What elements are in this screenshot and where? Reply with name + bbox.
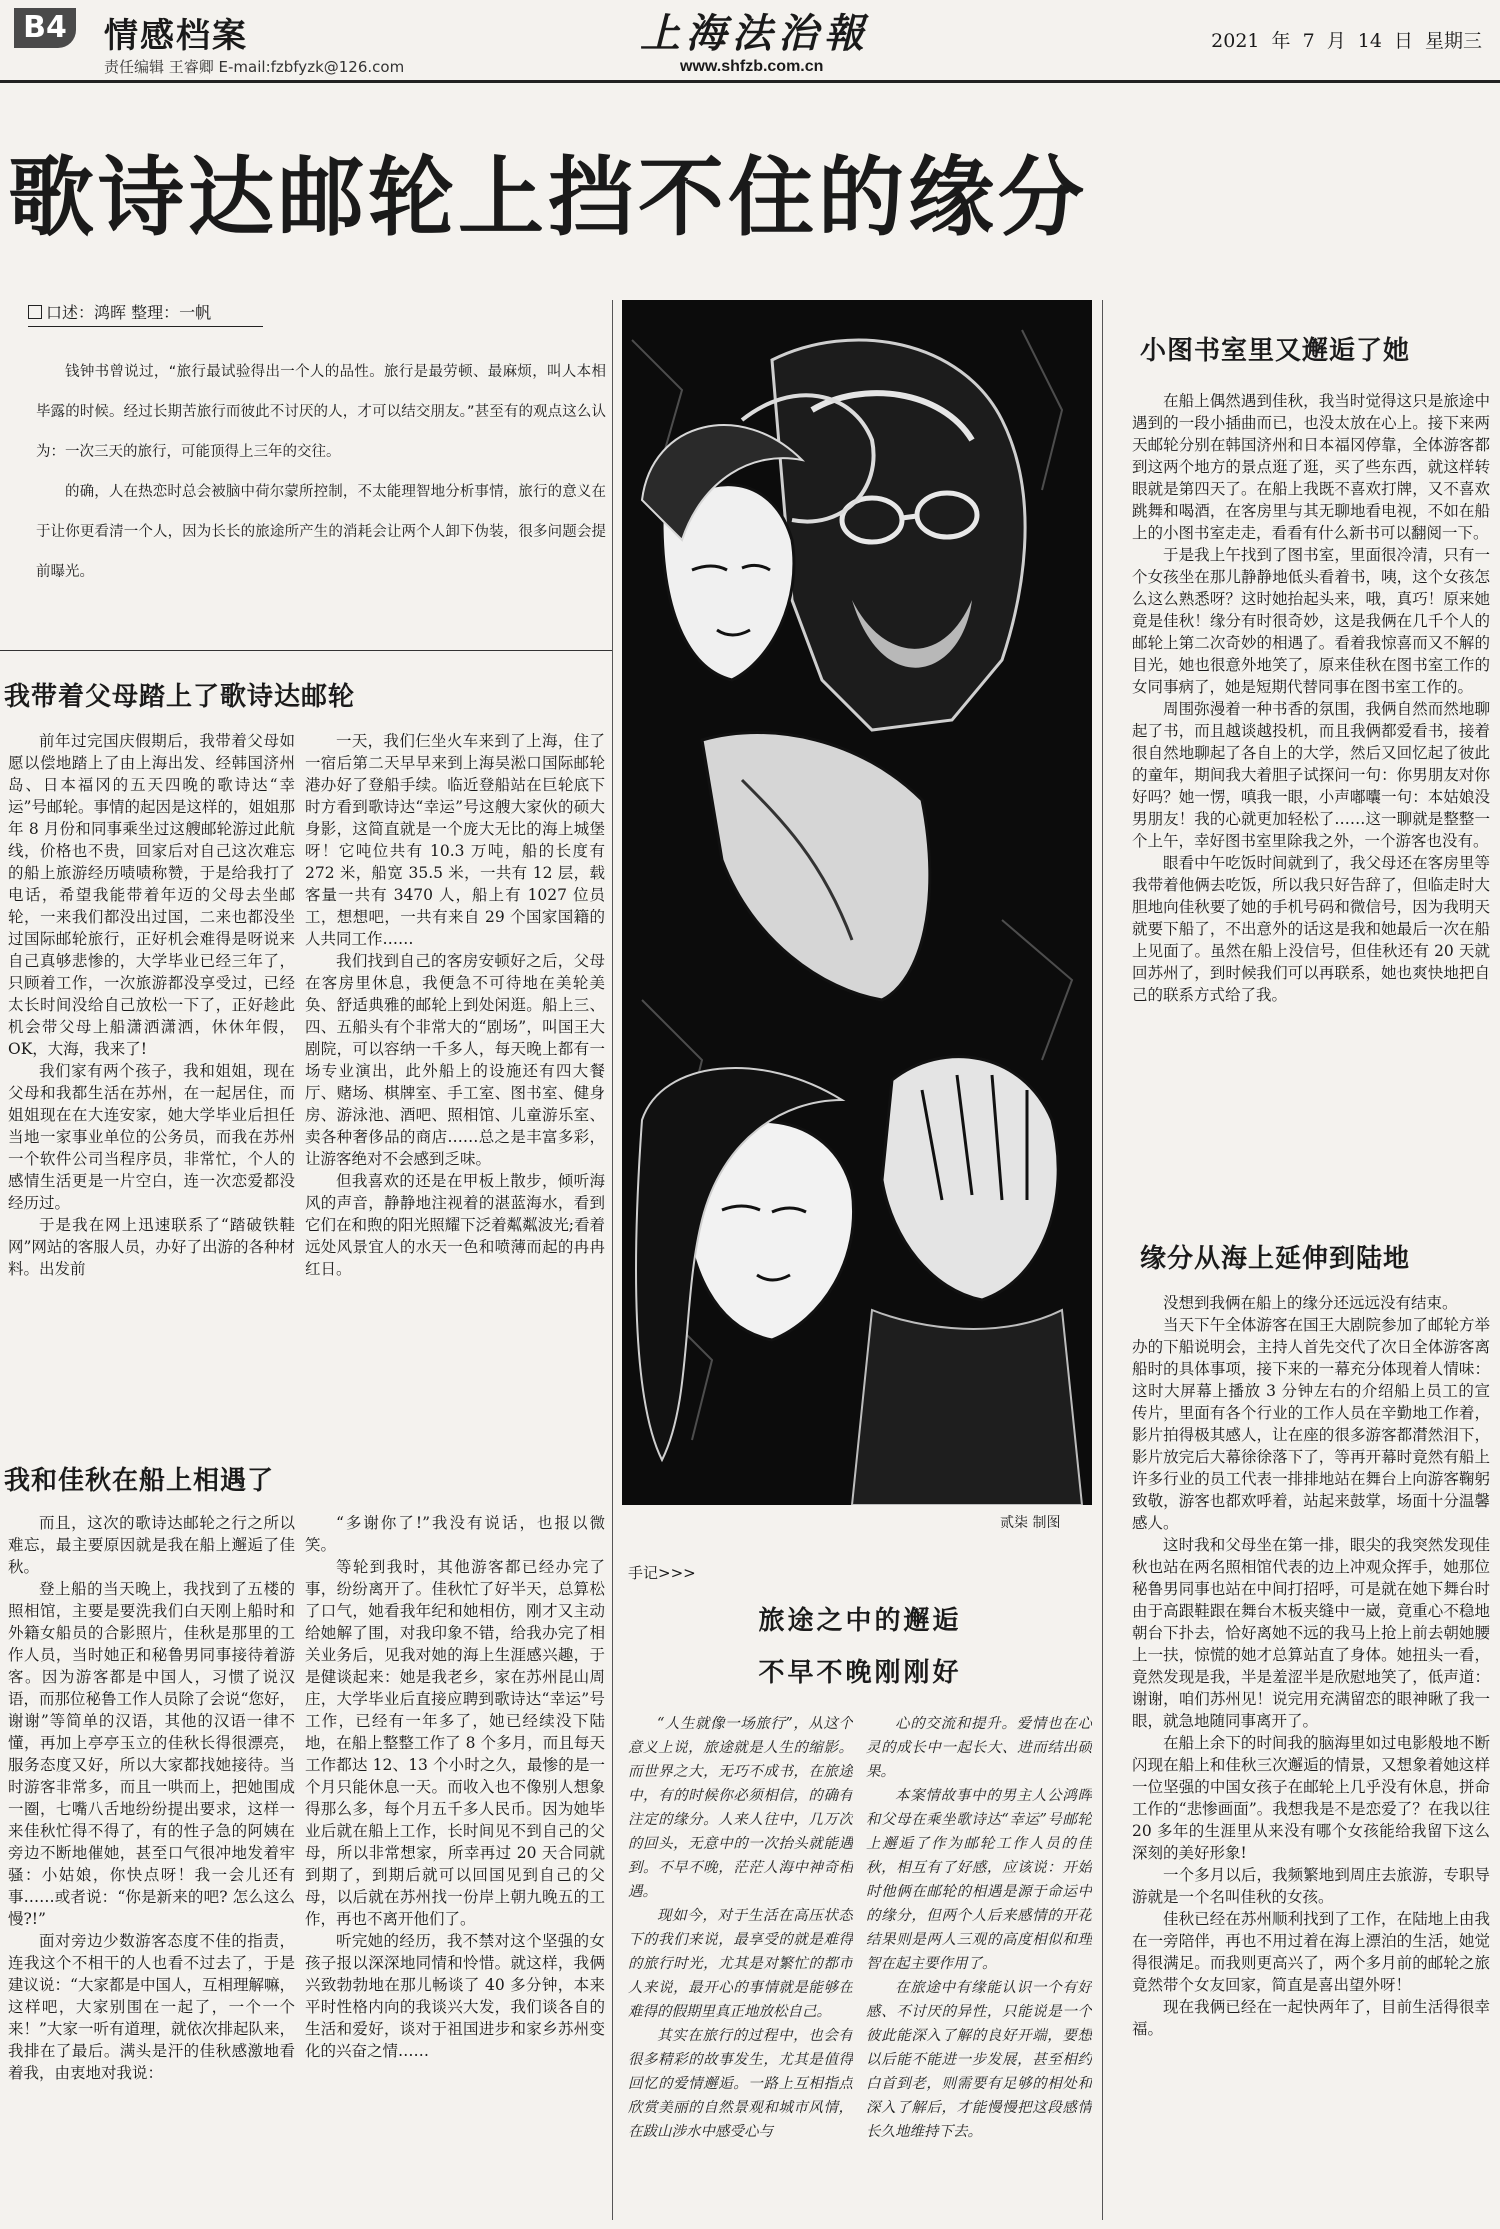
- body-paragraph: 现在我俩已经在一起快两年了，目前生活得很幸福。: [1132, 1998, 1490, 2038]
- note-column: [866, 1712, 1092, 2218]
- section-heading: 小图书室里又邂逅了她: [1140, 336, 1411, 366]
- intro-paragraph: 钱钟书曾说过，“旅行最试验得出一个人的品性。旅行是最劳顿、最麻烦，叫人本相毕露的时候。经过长期苦旅行而彼此不讨厌的人，才可以结交朋友。”甚至有的观点这么认为：一次三天的旅行，可能顶得上三年的交往。: [36, 364, 606, 460]
- body-paragraph: 当天下午全体游客在国王大剧院参加了邮轮方举办的下船说明会，主持人首先交代了次日全体游客离船时的具体事项，接下来的一幕充分体现着人情味：这时大屏幕上播放 3 分钟左右的介绍船上员工的宣传片，里面有各个行业的工作人员在辛勤地工作着，影片拍得极其感人，让在座的很多游客都潸然泪下，影片放完后大幕徐徐落下了，等再开幕时竟然有船上许多行业的员工代表一排排地站在舞台上向游客鞠躬致敬，游客也都欢呼着，站起来鼓掌，场面十分温馨感人。: [1132, 1316, 1490, 1532]
- newspaper-url: www.shfzb.com.cn: [680, 58, 824, 75]
- note-column: [628, 1712, 853, 2218]
- note-title-line: 旅途之中的邂逅: [758, 1606, 962, 1636]
- issue-date: 2021 年 7 月 14 日 星期三: [1211, 30, 1482, 52]
- section-heading: 我和佳秋在船上相遇了: [4, 1466, 275, 1496]
- note-paragraph: 本案情故事中的男主人公鸿晖和父母在乘坐歌诗达“幸运”号邮轮上邂逅了作为邮轮工作人员的佳秋，相互有了好感，应该说：开始时他俩在邮轮的相遇是源于命运中的缘分，但两个人后来感情的开花结果则是两人三观的高度相似和理智在起主要作用了。: [866, 1788, 1092, 1972]
- newspaper-logo: 上海法治報: [640, 10, 870, 57]
- note-title-line: 不早不晚刚刚好: [758, 1658, 962, 1688]
- section-heading: 我带着父母踏上了歌诗达邮轮: [4, 682, 356, 712]
- illustration-drawing: [622, 300, 1092, 1505]
- byline-text: 口述：鸿晖 整理：一帆: [46, 303, 212, 322]
- body-paragraph: 登上船的当天晚上，我找到了五楼的照相馆，主要是要洗我们白天刚上船时和外籍女船员的合影照片，佳秋是那里的工作人员，当时她正和秘鲁男同事接待着游客。因为游客都是中国人，习惯了说汉语，而那位秘鲁工作人员除了会说“您好，谢谢”等简单的汉语，其他的汉语一律不懂，再加上亭亭玉立的佳秋长得很漂亮，服务态度又好，所以大家都找她接待。当时游客非常多，而且一哄而上，把她围成一圈，七嘴八舌地纷纷提出要求，这样一来佳秋忙得不得了，有的性子急的阿姨在旁边不断地催她，甚至口气很冲地发着牢骚：小姑娘，你快点呀！我一会儿还有事……或者说：“你是新来的吧? 怎么这么慢?!”: [8, 1580, 295, 1928]
- body-paragraph: 在船上余下的时间我的脑海里如过电影般地不断闪现在船上和佳秋三次邂逅的情景，又想象着她这样一位坚强的中国女孩子在邮轮上几乎没有休息，拼命工作的“悲惨画面”。我想我是不是恋爱了？在我以往 20 多年的生涯里从来没有哪个女孩能给我留下这么深刻的美好形象!: [1132, 1734, 1490, 1862]
- body-paragraph: 而且，这次的歌诗达邮轮之行之所以难忘，最主要原因就是我在船上邂逅了佳秋。: [8, 1514, 295, 1576]
- body-paragraph: 佳秋已经在苏州顺利找到了工作，在陆地上由我在一旁陪伴，再也不用过着在海上漂泊的生活，她觉得很满足。而我则更高兴了，两个多月前的邮轮之旅竟然带个女友回家，简直是喜出望外呀！: [1132, 1910, 1490, 1994]
- body-paragraph: 听完她的经历，我不禁对这个坚强的女孩子报以深深地同情和怜惜。就这样，我俩兴致勃勃地在那儿畅谈了 40 多分钟，本来平时性格内向的我谈兴大发，我们谈各自的生活和爱好，谈对于祖国进步和家乡苏州变化的兴奋之情……: [305, 1932, 605, 2060]
- note-paragraph: 心的交流和提升。爱情也在心灵的成长中一起长大、进而结出硕果。: [866, 1716, 1092, 1780]
- note-paragraph: 其实在旅行的过程中，也会有很多精彩的故事发生，尤其是值得回忆的爱情邂逅。一路上互相指点欣赏美丽的自然景观和城市风情，在跋山涉水中感受心与: [628, 2028, 853, 2140]
- illustration-credit: 贰柒 制图: [1000, 1515, 1061, 1531]
- body-paragraph: 在船上偶然遇到佳秋，我当时觉得这只是旅途中遇到的一段小插曲而已，也没太放在心上。接下来两天邮轮分别在韩国济州和日本福冈停靠，全体游客都到这两个地方的景点逛了逛，买了些东西，就这样转眼就是第四天了。在船上我既不喜欢打牌，又不喜欢跳舞和喝酒，在客房里与其无聊地看电视，不如在船上的小图书室走走，看看有什么新书可以翻阅一下。: [1132, 392, 1490, 542]
- section-heading: 缘分从海上延伸到陆地: [1140, 1244, 1411, 1274]
- masthead-rule: [0, 80, 1500, 83]
- body-paragraph: 等轮到我时，其他游客都已经办完了事，纷纷离开了。佳秋忙了好半天，总算松了口气，她看我年纪和她相仿，刚才又主动给她解了围，对我印象不错，给我办完了相关业务后，见我对她的海上生涯感兴趣，于是健谈起来：她是我老乡，家在苏州昆山周庄，大学毕业后直接应聘到歌诗达“幸运”号工作，已经有一年多了，她已经续没下陆地，在船上整整工作了 8 个多月，而且每天工作都达 12、13 个小时之久，最惨的是一个月只能休息一天。而收入也不像别人想象得那么多，每个月五千多人民币。因为她毕业后就在船上工作，长时间见不到自己的父母，所以非常想家，所幸再过 20 天合同就到期了，到期后就可以回国见到自己的父母，以后就在苏州找一份岸上朝九晚五的工作，再也不离开他们了。: [305, 1558, 605, 1928]
- body-paragraph: 这时我和父母坐在第一排，眼尖的我突然发现佳秋也站在两名照相馆代表的边上冲观众挥手，她那位秘鲁男同事也站在中间打招呼，可是就在她下舞台时由于高跟鞋跟在舞台木板夹缝中一崴，竟重心不稳地朝台下扑去，恰好离她不远的我马上抢上前去朝她腰上一扶，惊慌的她才总算站直了身体。她扭头一看，竟然发现是我，半是羞涩半是欣慰地笑了，低声道：谢谢，咱们苏州见！说完用充满留恋的眼神瞅了我一眼，就急地随同事离开了。: [1132, 1536, 1490, 1730]
- body-column: [305, 1512, 605, 2218]
- intro-divider: [0, 650, 612, 651]
- note-paragraph: 在旅途中有缘能认识一个有好感、不讨厌的异性，只能说是一个彼此能深入了解的良好开端，要想以后能不能进一步发展，甚至相约白首到老，则需要有足够的相处和深入了解后，才能慢慢把这段感情长久地维持下去。: [866, 1980, 1092, 2140]
- body-paragraph: 前年过完国庆假期后，我带着父母如愿以偿地踏上了由上海出发、经韩国济州岛、日本福冈的五天四晚的歌诗达“幸运”号邮轮。事情的起因是这样的，姐姐那年 8 月份和同事乘坐过这艘邮轮游过此航线，价格也不贵，回家后对自己这次难忘的船上旅游经历啧啧称赞，于是给我打了电话，希望我能带着年迈的父母去坐邮轮，一来我们都没出过国，二来也都没坐过国际邮轮旅行，正好机会难得是呀说来自己真够悲惨的，大学毕业已经三年了，只顾着工作，一次旅游都没享受过，已经太长时间没给自己放松一下了，正好趁此机会带父母上船潇洒潇洒，休休年假，OK，大海，我来了!: [8, 732, 295, 1058]
- body-column: [8, 1512, 295, 2218]
- body-column: [1132, 390, 1490, 1240]
- section-title: 情感档案: [104, 16, 248, 56]
- page-number-badge: B4: [14, 8, 76, 48]
- body-paragraph: 一个多月以后，我频繁地到周庄去旅游，专职导游就是一个名叫佳秋的女孩。: [1132, 1866, 1490, 1906]
- intro-paragraph: 的确，人在热恋时总会被脑中荷尔蒙所控制，不太能理智地分析事情，旅行的意义在于让你更看清一个人，因为长长的旅途所产生的消耗会让两个人卸下伪装，很多问题会提前曝光。: [36, 484, 606, 580]
- column-divider: [612, 300, 613, 2220]
- byline-rule: [28, 326, 263, 327]
- article-byline: [28, 300, 211, 323]
- body-paragraph: 没想到我俩在船上的缘分还远远没有结束。: [1163, 1294, 1458, 1312]
- editor-info: 责任编辑 王睿卿 E-mail:fzbfyzk@126.com: [104, 58, 405, 76]
- body-paragraph: 眼看中午吃饭时间就到了，我父母还在客房里等我带着他俩去吃饭，所以我只好告辞了，但临走时大胆地向佳秋要了她的手机号码和微信号，因为我明天就要下船了，不出意外的话这是我和她最后一次在船上见面了。虽然在船上没信号，但佳秋还有 20 天就回苏州了，到时候我们可以再联系，她也爽快地把自己的联系方式给了我。: [1132, 854, 1490, 1004]
- article-illustration: [622, 300, 1092, 1505]
- note-label: 手记>>>: [628, 1564, 696, 1582]
- body-paragraph: “多谢你了!”我没有说话，也报以微笑。: [305, 1514, 605, 1554]
- body-paragraph: 面对旁边少数游客态度不佳的指责，连我这个不相干的人也看不过去了，于是建议说：“大家都是中国人，互相理解嘛，这样吧，大家别围在一起了，一个一个来！”大家一听有道理，就依次排起队来，我排在了最后。满头是汗的佳秋感激地看着我，由衷地对我说：: [8, 1932, 295, 2082]
- body-column: [1132, 1292, 1490, 2222]
- body-paragraph: 我们家有两个孩子，我和姐姐，现在父母和我都生活在苏州，在一起居住，而姐姐现在在大连安家，她大学毕业后担任当地一家事业单位的公务员，而我在苏州一个软件公司当程序员，非常忙，个人的感情生活更是一片空白，连一次恋爱都没经历过。: [8, 1062, 295, 1212]
- byline-box-icon: [28, 305, 42, 319]
- article-headline: 歌诗达邮轮上挡不住的缘分: [8, 148, 1088, 248]
- masthead: [0, 0, 1500, 82]
- body-paragraph: 但我喜欢的还是在甲板上散步，倾听海风的声音，静静地注视着的湛蓝海水，看到它们在和煦的阳光照耀下泛着粼粼波光;看着远处风景宜人的水天一色和喷薄而起的冉冉红日。: [305, 1172, 605, 1278]
- body-paragraph: 我们找到自己的客房安顿好之后，父母在客房里休息，我便急不可待地在美轮美奂、舒适典雅的邮轮上到处闲逛。船上三、四、五船头有个非常大的“剧场”，叫国王大剧院，可以容纳一千多人，每天晚上都有一场专业演出，此外船上的设施还有四大餐厅、赌场、棋牌室、手工室、图书室、健身房、游泳池、酒吧、照相馆、儿童游乐室、卖各种奢侈品的商店……总之是丰富多彩，让游客绝对不会感到乏味。: [305, 952, 605, 1168]
- body-paragraph: 于是我上午找到了图书室，里面很冷清，只有一个女孩坐在那儿静静地低头看着书，咦，这个女孩怎么这么熟悉呀？这时她抬起头来，哦，真巧！原来她竟是佳秋！缘分有时很奇妙，这是我俩在几千个人的邮轮上第二次奇妙的相遇了。看着我惊喜而又不解的目光，她也很意外地笑了，原来佳秋在图书室工作的女同事病了，她是短期代替同事在图书室工作的。: [1132, 546, 1490, 696]
- body-paragraph: 于是我在网上迅速联系了“踏破铁鞋网”网站的客服人员，办好了出游的各种材料。出发前: [8, 1216, 295, 1278]
- body-paragraph: 周围弥漫着一种书香的氛围，我俩自然而然地聊起了书，而且越谈越投机，而且我俩都爱看书，接着很自然地聊起了各自上的大学，然后又回忆起了彼此的童年，期间我大着胆子试探问一句：你男朋友对你好吗？她一愣，嗔我一眼，小声嘟囔一句：本姑娘没男朋友！我的心就更加轻松了……这一聊就是整整一个上午，幸好图书室里除我之外，一个游客也没有。: [1132, 700, 1490, 850]
- note-paragraph: “人生就像一场旅行”，从这个意义上说，旅途就是人生的缩影。而世界之大，无巧不成书，在旅途中，有的时候你必须相信，的确有注定的缘分。人来人往中，几万次的回头，无意中的一次抬头就能遇到。不早不晚，茫茫人海中神奇相遇。: [628, 1716, 853, 1900]
- body-paragraph: 一天，我们仨坐火车来到了上海，住了一宿后第二天早早来到上海吴淞口国际邮轮港办好了登船手续。临近登船站在巨轮底下时方看到歌诗达“幸运”号这艘大家伙的硕大身影，这简直就是一个庞大无比的海上城堡呀！它吨位共有 10.3 万吨，船的长度有 272 米，船宽 35.5 米，一共有 12 层，载客量一共有 3470 人，船上有 1027 位员工，想想吧，一共有来自 29 个国家国籍的人共同工作……: [305, 732, 605, 948]
- column-divider: [1102, 300, 1103, 2220]
- body-column: [305, 730, 605, 1436]
- article-intro: [36, 352, 606, 592]
- note-paragraph: 现如今，对于生活在高压状态下的我们来说，最享受的就是难得的旅行时光，尤其是对繁忙的都市人来说，最开心的事情就是能够在难得的假期里真正地放松自己。: [628, 1908, 853, 2020]
- body-column: [8, 730, 295, 1436]
